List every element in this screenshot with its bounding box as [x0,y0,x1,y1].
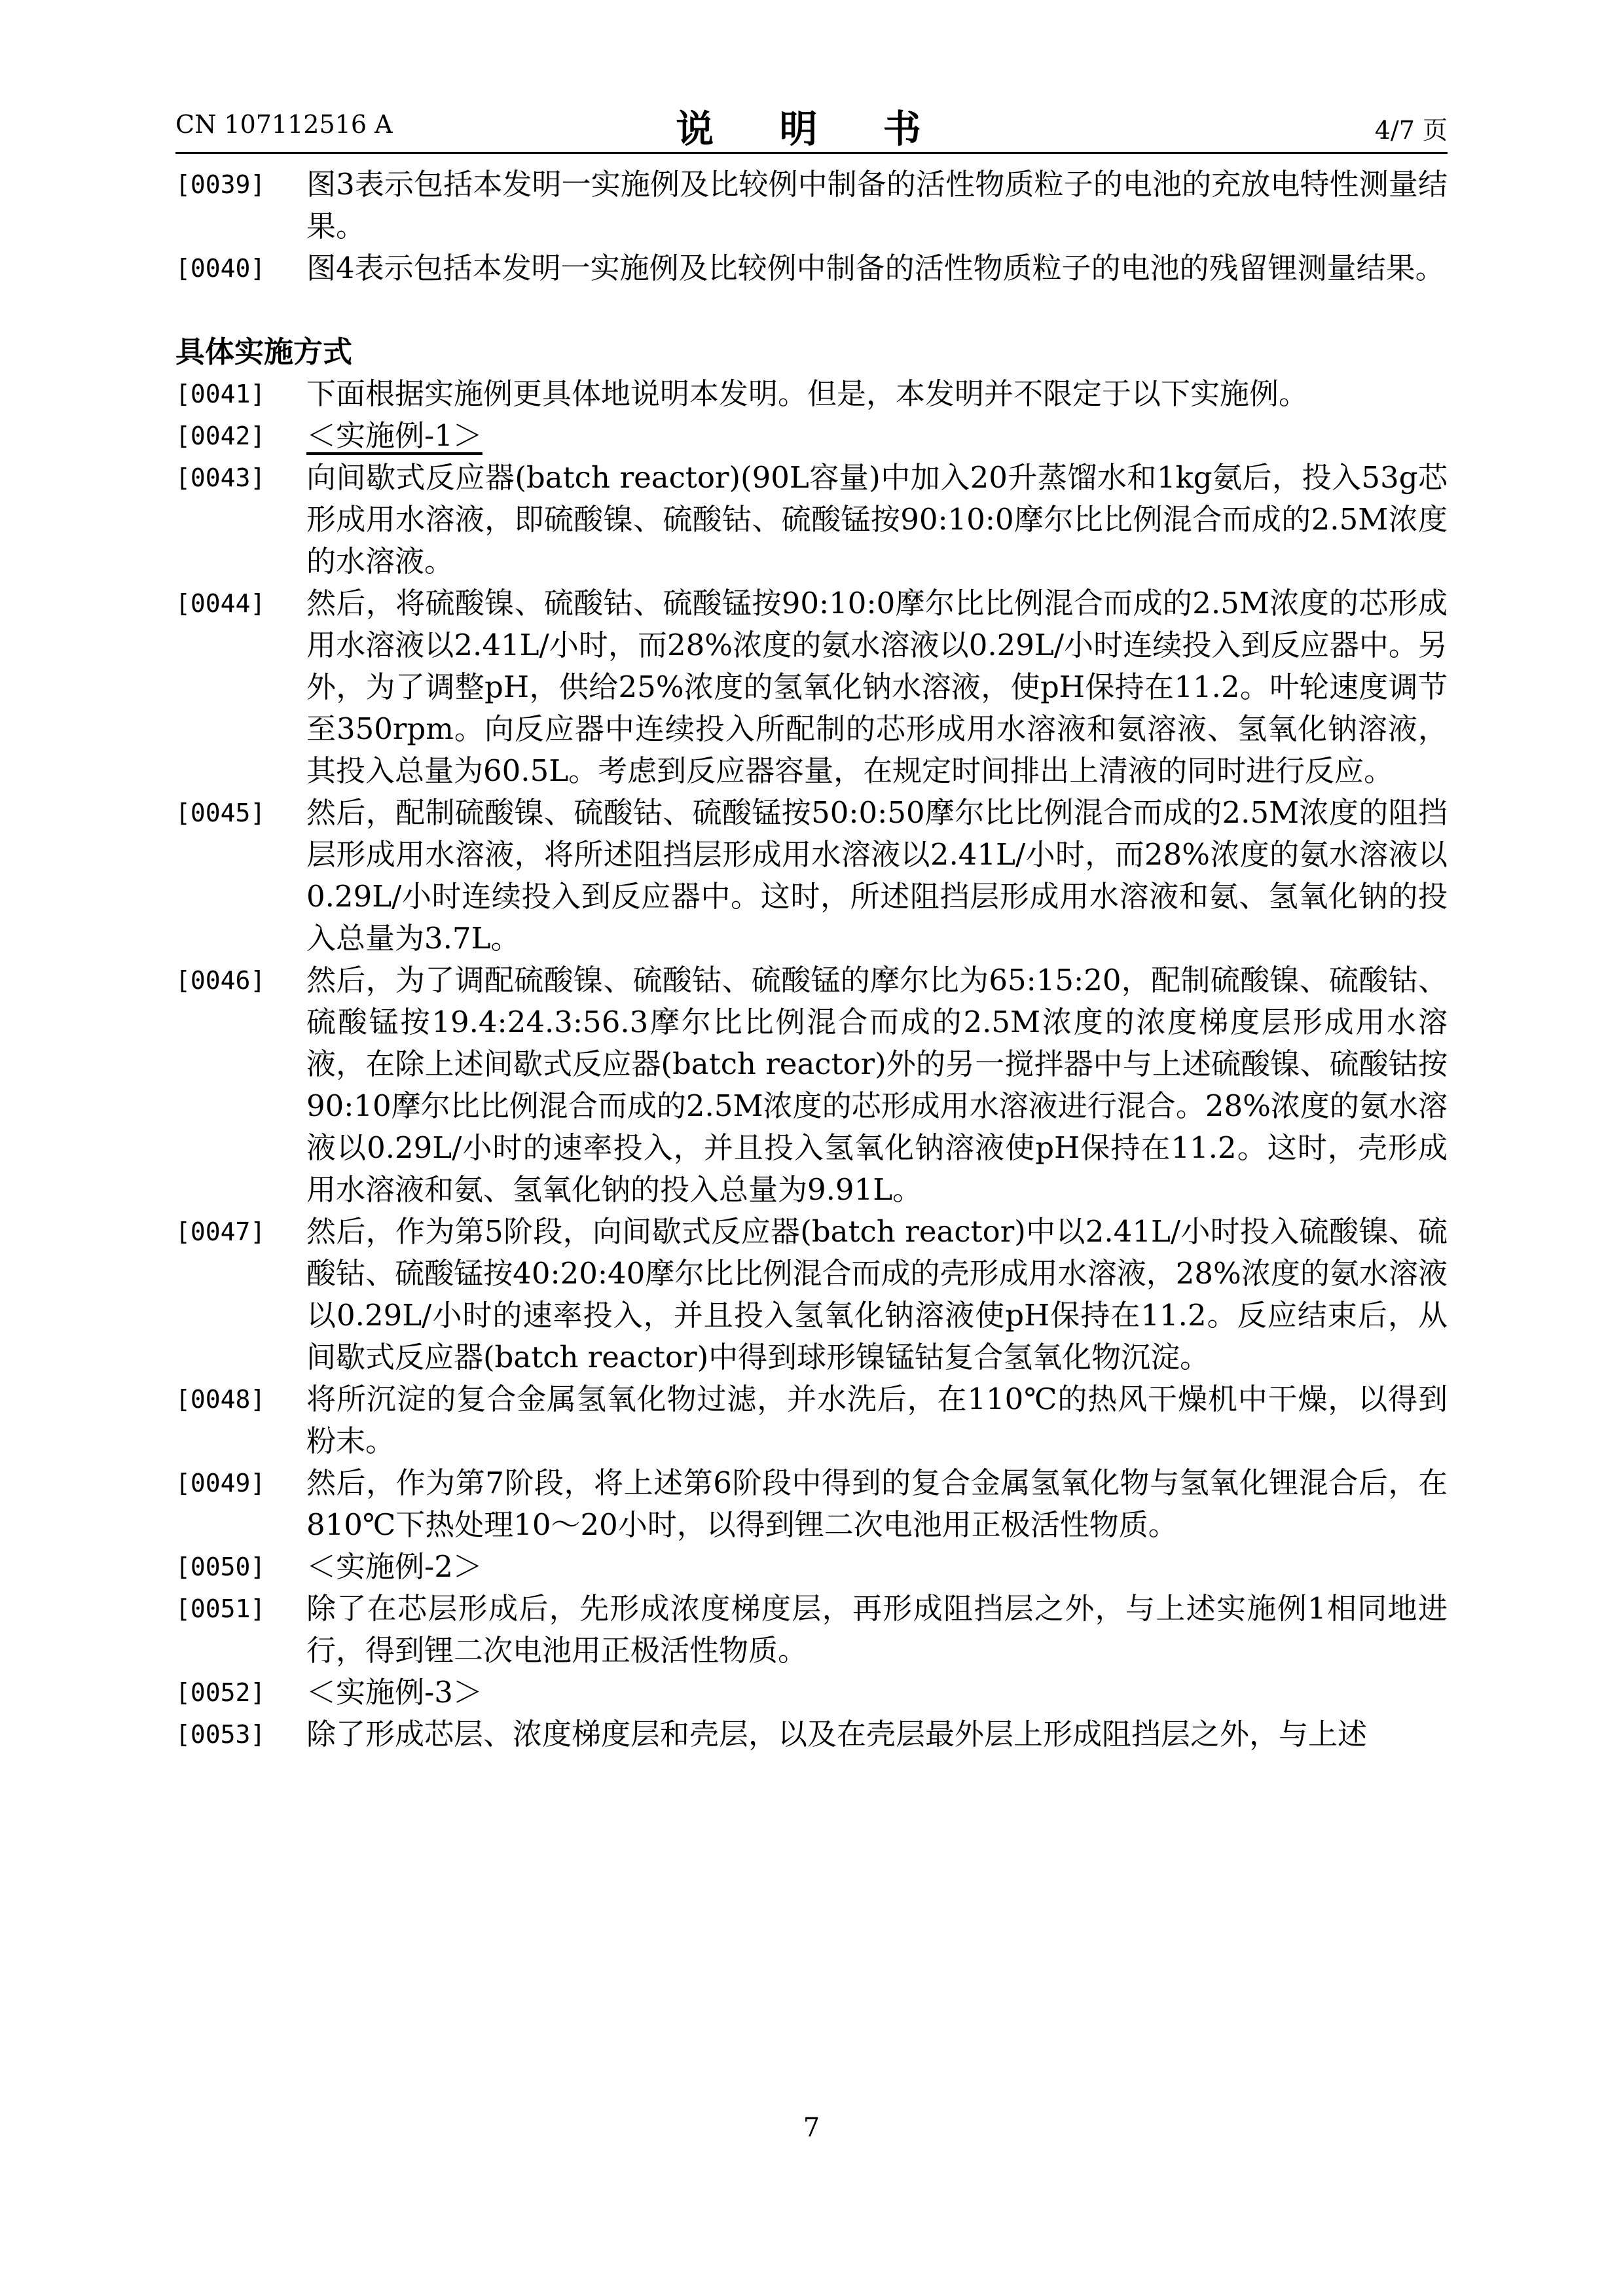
paragraph [175,1713,1448,1755]
example-heading: ＜实施例-3＞ [306,1675,483,1710]
example-heading: ＜实施例-2＞ [306,1549,483,1584]
paragraph-number: [0042] [175,422,266,450]
paragraph [175,164,1448,247]
paragraph-text: 然后，为了调配硫酸镍、硫酸钴、硫酸锰的摩尔比为65:15:20，配制硫酸镍、硫酸钴、硫酸锰按19.4:24.3:56.3摩尔比比例混合而成的2.5M浓度的浓度梯度层形成用水溶液，在除上述间歇式反应器(batch reactor)外的另一搅拌器中与上述硫酸镍、硫酸钴按90:10摩尔比比例混合而成的2.5M浓度的芯形成用水溶液进行混合。28%浓度的氨水溶液以0.29L/小时的速率投入，并且投入氢氧化钠溶液使pH保持在11.2。这时，壳形成用水溶液和氨、氢氧化钠的投入总量为9.91L。 [306,963,1448,1207]
paragraph-number: [0052] [175,1678,266,1707]
paragraph-number: [0039] [175,170,266,199]
document-body [175,164,1448,1755]
paragraph-number: [0050] [175,1552,266,1581]
paragraph-number: [0049] [175,1469,266,1498]
paragraph-text: 然后，将硫酸镍、硫酸钴、硫酸锰按90:10:0摩尔比比例混合而成的2.5M浓度的芯形成用水溶液以2.41L/小时，而28%浓度的氨水溶液以0.29L/小时连续投入到反应器中。另外，为了调整pH，供给25%浓度的氢氧化钠水溶液，使pH保持在11.2。叶轮速度调节至350rpm。向反应器中连续投入所配制的芯形成用水溶液和氨溶液、氢氧化钠溶液，其投入总量为60.5L。考虑到反应器容量，在规定时间排出上清液的同时进行反应。 [306,586,1448,788]
paragraph-text: 图4表示包括本发明一实施例及比较例中制备的活性物质粒子的电池的残留锂测量结果。 [306,251,1445,285]
paragraph-number: [0040] [175,254,266,283]
paragraph [175,1588,1448,1672]
paragraph-number: [0041] [175,380,266,408]
paragraph-text: 然后，作为第7阶段，将上述第6阶段中得到的复合金属氢氧化物与氢氧化锂混合后，在810℃下热处理10～20小时，以得到锂二次电池用正极活性物质。 [306,1465,1448,1542]
example-heading: ＜实施例-1＞ [306,418,483,453]
paragraph [175,1672,1448,1713]
header-divider [175,152,1448,154]
paragraph [175,415,1448,457]
paragraph [175,1378,1448,1462]
section-heading: 具体实施方式 [175,334,353,369]
paragraph-text: 下面根据实施例更具体地说明本发明。但是，本发明并不限定于以下实施例。 [306,376,1309,411]
page-number: 7 [803,2113,820,2143]
paragraph [175,1462,1448,1546]
paragraph [175,583,1448,792]
paragraph [175,1546,1448,1588]
publication-number: CN 107112516 A [175,110,393,139]
paragraph-number: [0043] [175,463,266,492]
paragraph-text: 除了形成芯层、浓度梯度层和壳层，以及在壳层最外层上形成阻挡层之外，与上述 [306,1717,1368,1751]
paragraph-number: [0044] [175,589,266,618]
paragraph-number: [0053] [175,1720,266,1749]
paragraph-text: 除了在芯层形成后，先形成浓度梯度层，再形成阻挡层之外，与上述实施例1相同地进行，得到锂二次电池用正极活性物质。 [306,1591,1448,1668]
paragraph [175,792,1448,960]
paragraph-number: [0045] [175,798,266,827]
paragraph [175,373,1448,415]
paragraph-text: 向间歇式反应器(batch reactor)(90L容量)中加入20升蒸馏水和1kg氨后，投入53g芯形成用水溶液，即硫酸镍、硫酸钴、硫酸锰按90:10:0摩尔比比例混合而成的2.5M浓度的水溶液。 [306,460,1448,579]
paragraph-text: 然后，配制硫酸镍、硫酸钴、硫酸锰按50:0:50摩尔比比例混合而成的2.5M浓度的阻挡层形成用水溶液，将所述阻挡层形成用水溶液以2.41L/小时，而28%浓度的氨水溶液以0.29L/小时连续投入到反应器中。这时，所述阻挡层形成用水溶液和氨、氢氧化钠的投入总量为3.7L。 [306,795,1448,956]
paragraph-text: 然后，作为第5阶段，向间歇式反应器(batch reactor)中以2.41L/小时投入硫酸镍、硫酸钴、硫酸锰按40:20:40摩尔比比例混合而成的壳形成用水溶液，28%浓度的氨水溶液以0.29L/小时的速率投入，并且投入氢氧化钠溶液使pH保持在11.2。反应结束后，从间歇式反应器(batch reactor)中得到球形镍锰钴复合氢氧化物沉淀。 [306,1214,1448,1374]
document-title: 说 明 书 [676,107,947,151]
paragraph-text: 图3表示包括本发明一实施例及比较例中制备的活性物质粒子的电池的充放电特性测量结果。 [306,167,1448,243]
paragraph [175,1211,1448,1378]
page-header [175,98,1448,151]
paragraph-number: [0046] [175,966,266,995]
paragraph-text: 将所沉淀的复合金属氢氧化物过滤，并水洗后，在110℃的热风干燥机中干燥，以得到粉末。 [306,1382,1448,1458]
page-indicator: 4/7 页 [1374,116,1448,145]
paragraph [175,960,1448,1211]
paragraph [175,247,1448,289]
paragraph-number: [0048] [175,1385,266,1414]
paragraph [175,457,1448,583]
paragraph-number: [0047] [175,1217,266,1246]
paragraph-number: [0051] [175,1594,266,1623]
